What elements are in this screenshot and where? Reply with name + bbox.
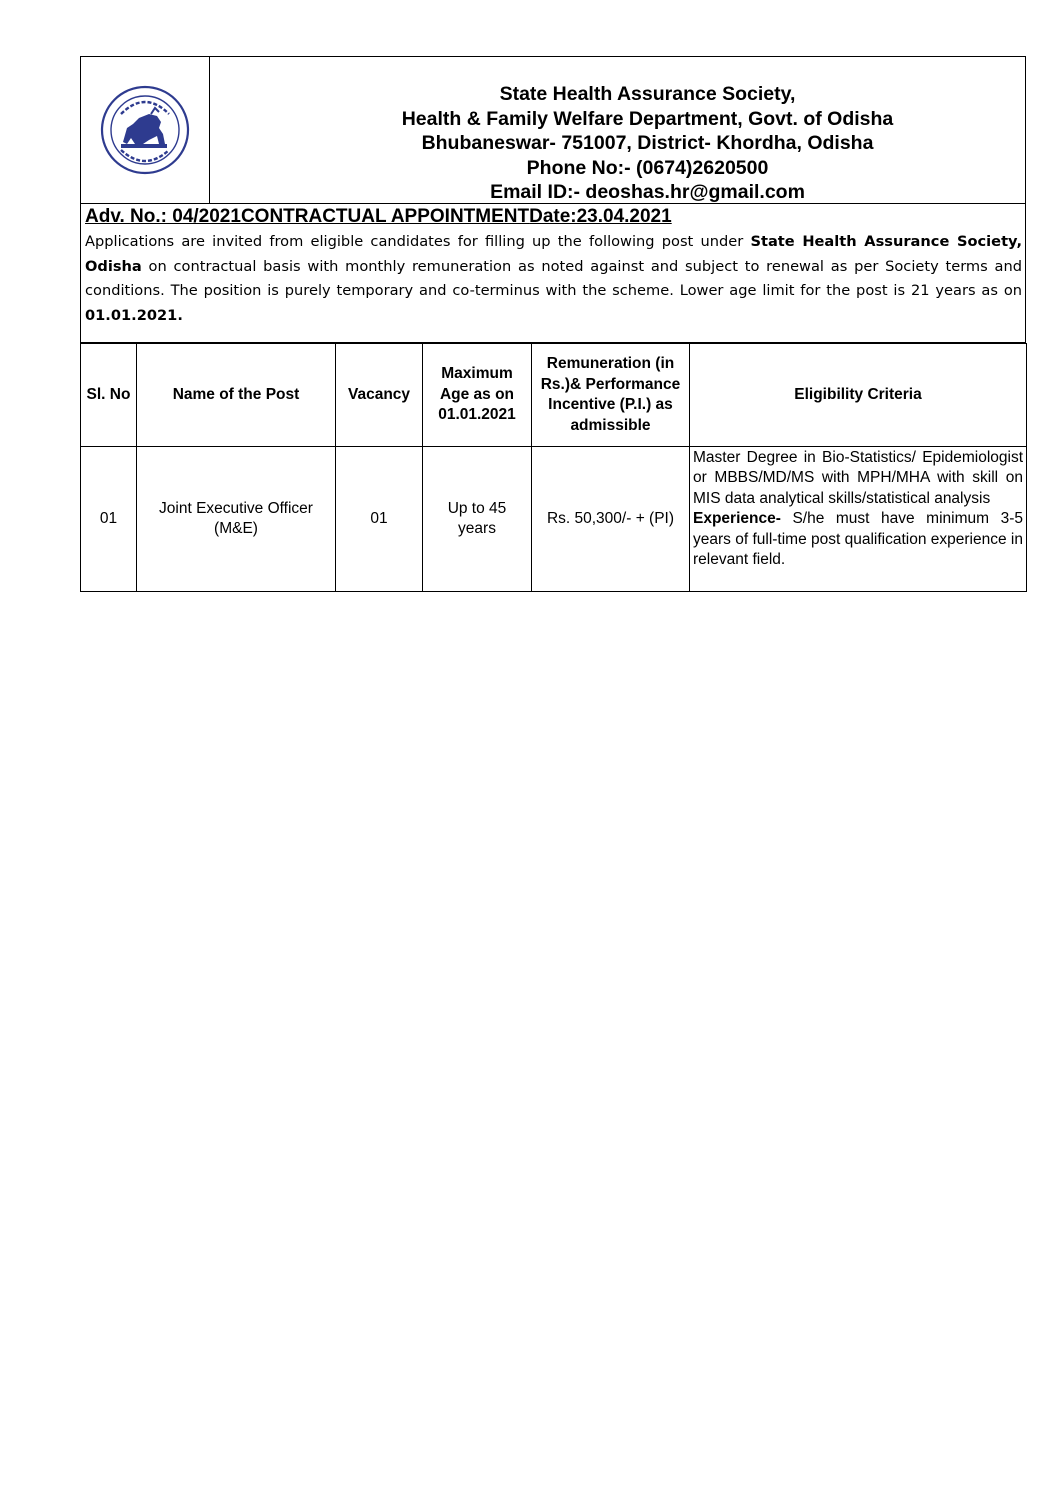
header-max-age: Maximum Age as on 01.01.2021	[423, 344, 532, 447]
experience-label: Experience-	[693, 510, 781, 528]
logo-cell	[81, 57, 210, 203]
cell-post-name: Joint Executive Officer (M&E)	[137, 447, 336, 592]
adv-date: Date:23.04.2021	[529, 206, 672, 227]
experience-text: S/he must have minimum 3-5 years of full-time post qualification experience in relevant field.	[693, 510, 1023, 569]
intro-reference-date: 01.01.2021.	[85, 306, 183, 324]
cell-max-age: Up to 45 years	[423, 447, 532, 592]
eligibility-qualification: Master Degree in Bio-Statistics/ Epidemiologist or MBBS/MD/MS with MPH/MHA with skill on MIS data analytical skills/statistical analysis	[693, 449, 1023, 507]
intro-society-name: State Health Assurance Society, Odisha	[85, 233, 1022, 275]
advertisement-heading	[80, 204, 1026, 230]
intro-paragraph	[80, 230, 1026, 343]
org-address: Bhubaneswar- 751007, District- Khordha, Odisha	[421, 132, 874, 154]
intro-text-1: Applications are invited from eligible candidates for filling up the following post under	[85, 233, 751, 250]
cell-vacancy: 01	[336, 447, 423, 592]
cell-eligibility	[690, 447, 1027, 592]
header-vacancy: Vacancy	[336, 344, 423, 447]
advertisement-sheet	[80, 56, 1026, 592]
header-remuneration: Remuneration (in Rs.)& Performance Incentive (P.I.) as admissible	[532, 344, 690, 447]
organization-block	[210, 57, 1025, 203]
cell-remuneration: Rs. 50,300/- + (PI)	[532, 447, 690, 592]
org-email: Email ID:- deoshas.hr@gmail.com	[490, 181, 805, 203]
posts-table	[80, 343, 1027, 592]
org-phone: Phone No:- (0674)2620500	[526, 156, 769, 179]
cell-sl-no: 01	[81, 447, 137, 592]
org-name: State Health Assurance Society,	[499, 83, 796, 105]
header	[80, 56, 1026, 204]
org-department: Health & Family Welfare Department, Govt. of Odisha	[401, 107, 894, 130]
adv-number: Adv. No.: 04/2021	[85, 206, 241, 227]
odisha-emblem-icon	[99, 84, 191, 176]
header-sl-no: Sl. No	[81, 344, 137, 447]
header-post-name: Name of the Post	[137, 344, 336, 447]
table-header-row	[81, 344, 1027, 447]
intro-text-2: on contractual basis with monthly remuneration as noted against and subject to renewal as per Society terms and conditions. The position is purely temporary and co-terminus with the scheme. Lower age limit for the post is 21 years as on	[85, 257, 1022, 299]
adv-title: CONTRACTUAL APPOINTMENT	[240, 206, 530, 227]
table-row	[81, 447, 1027, 592]
header-eligibility: Eligibility Criteria	[690, 344, 1027, 447]
